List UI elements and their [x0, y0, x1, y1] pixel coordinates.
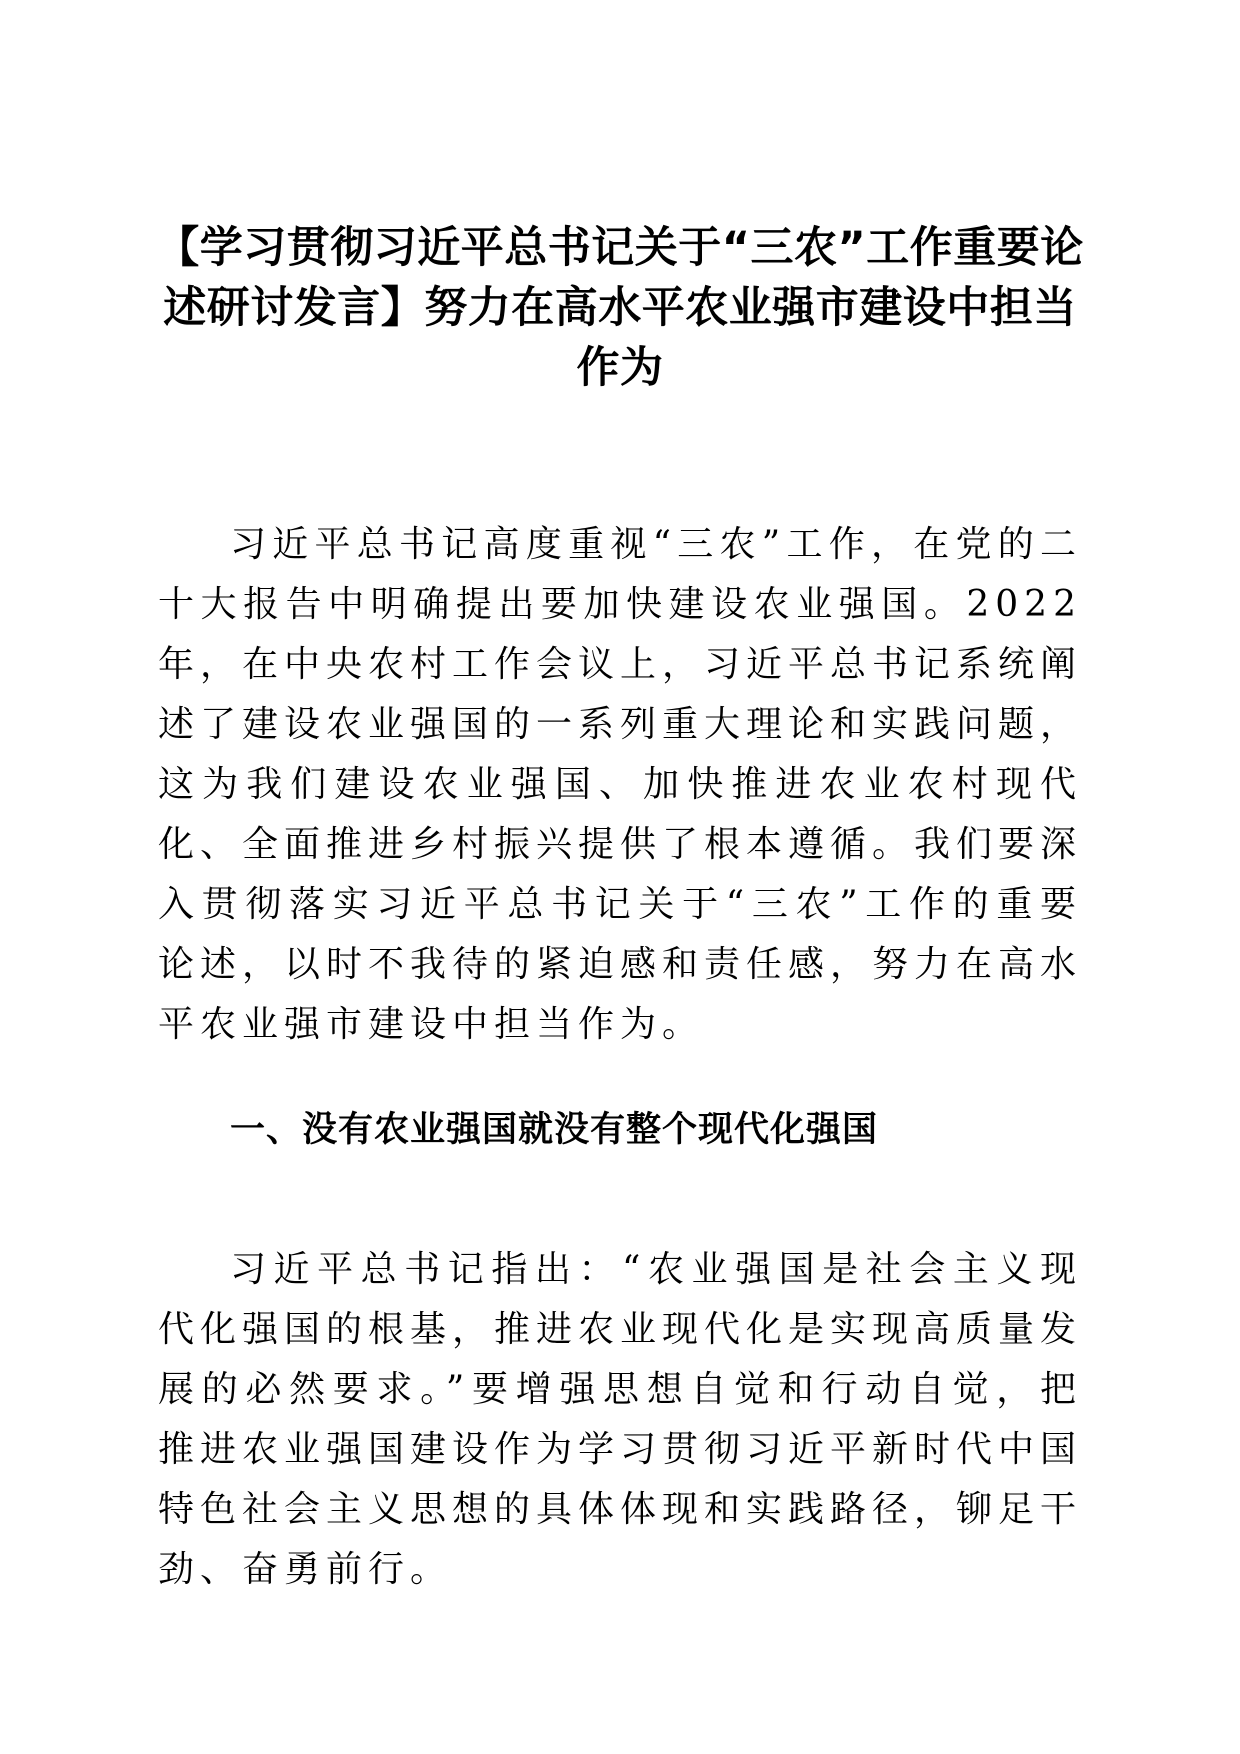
document-title: 【学习贯彻习近平总书记关于“三农”工作重要论述研讨发言】努力在高水平农业强市建设中担当作为: [156, 223, 1084, 393]
section-paragraph: 习近平总书记指出：“农业强国是社会主义现代化强国的根基，推进农业现代化是实现高质量发展的必然要求。”要增强思想自觉和行动自觉，把推进农业强国建设作为学习贯彻习近平新时代中国特色社会主义思想的具体体现和实践路径，铆足干劲、奋勇前行。: [158, 1249, 1083, 1590]
intro-paragraph: 习近平总书记高度重视“三农”工作，在党的二十大报告中明确提出要加快建设农业强国。2022年，在中央农村工作会议上，习近平总书记系统阐述了建设农业强国的一系列重大理论和实践问题，这为我们建设农业强国、加快推进农业农村现代化、全面推进乡村振兴提供了根本遵循。我们要深入贯彻落实习近平总书记关于“三农”工作的重要论述，以时不我待的紧迫感和责任感，努力在高水平农业强市建设中担当作为。: [158, 524, 1083, 1045]
section-heading: 一、没有农业强国就没有整个现代化强国: [230, 1110, 879, 1150]
